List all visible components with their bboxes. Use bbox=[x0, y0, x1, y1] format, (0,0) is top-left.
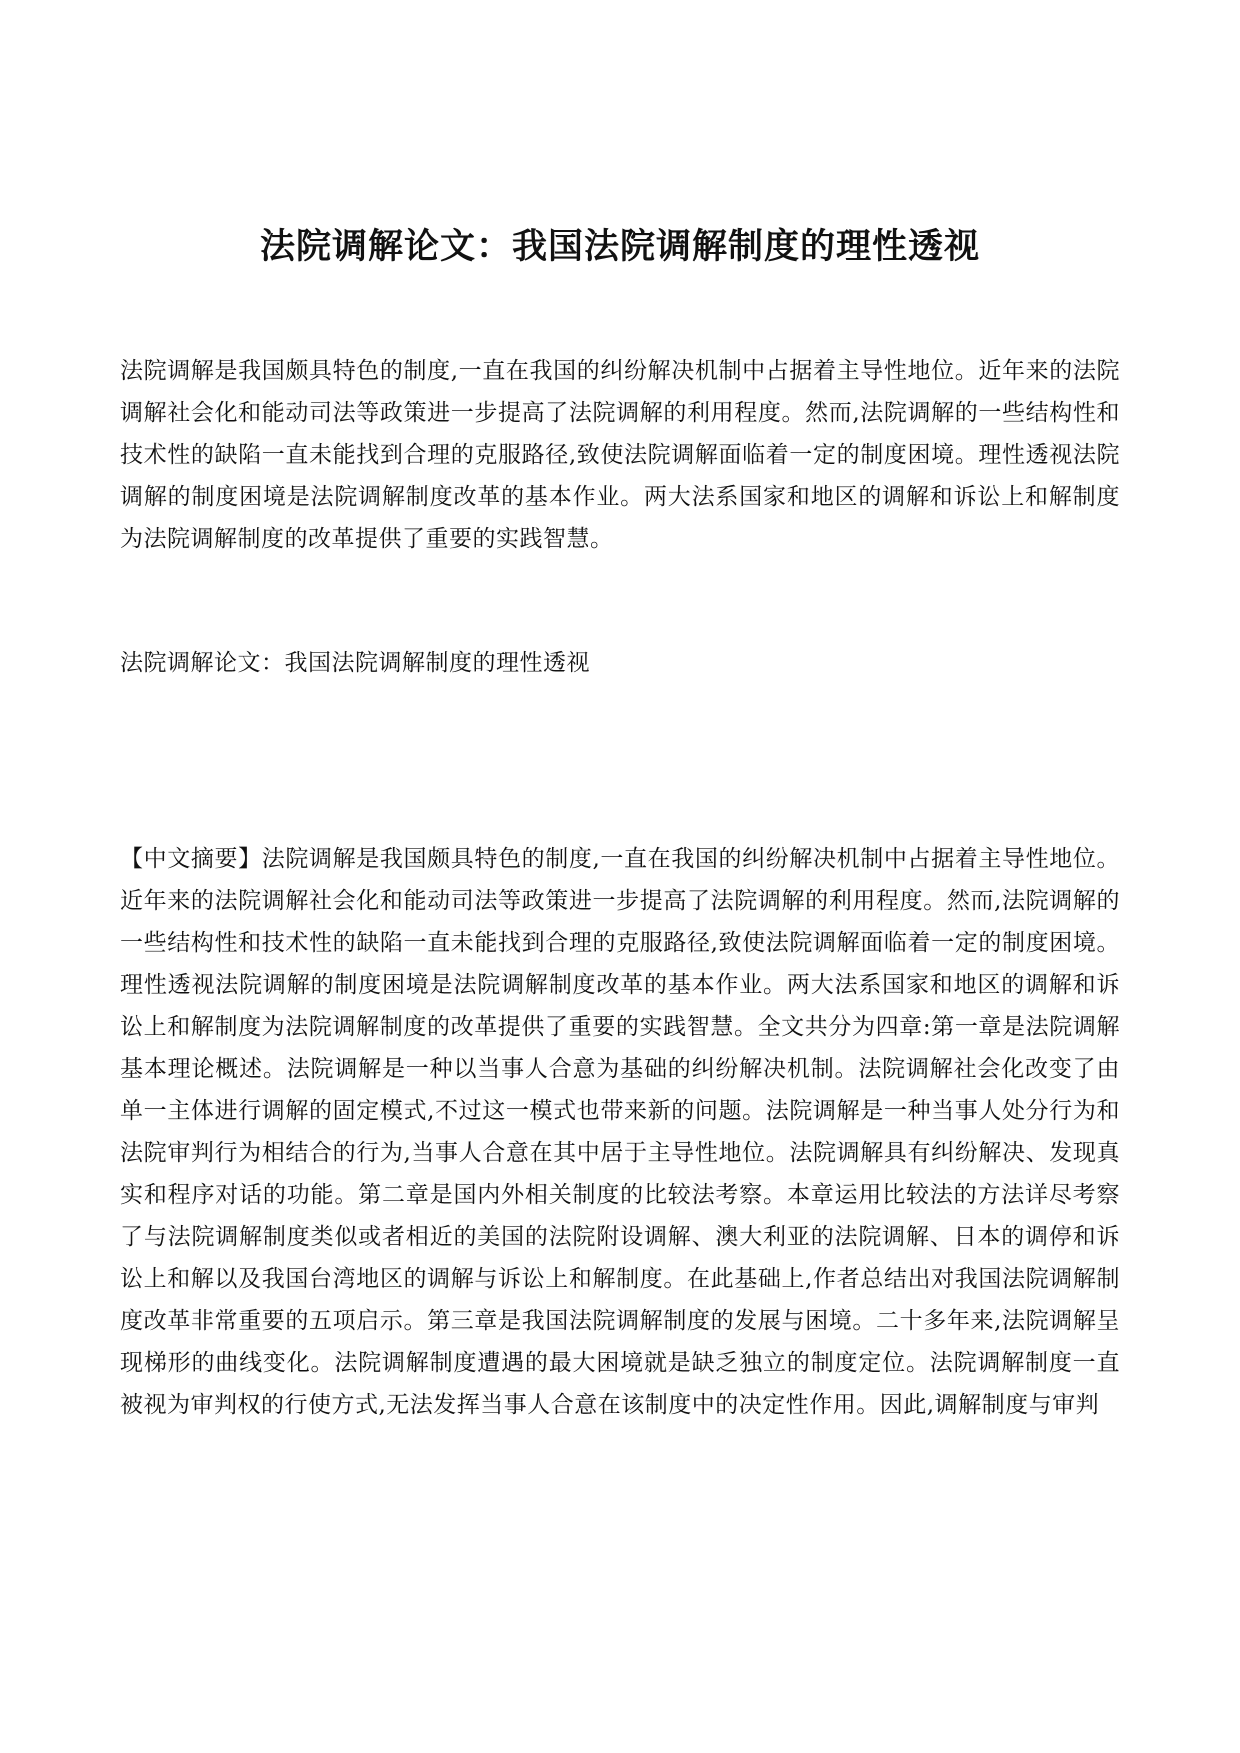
abstract-paragraph bbox=[120, 838, 1120, 1426]
document-title: 法院调解论文：我国法院调解制度的理性透视 bbox=[259, 226, 980, 267]
abstract-text: 法院调解是我国颇具特色的制度,一直在我国的纠纷解决机制中占据着主导性地位。近年来的法院调解社会化和能动司法等政策进一步提高了法院调解的利用程度。然而,法院调解的一些结构性和技术性的缺陷一直未能找到合理的克服路径,致使法院调解面临着一定的制度困境。理性透视法院调解的制度困境是法院调解制度改革的基本作业。两大法系国家和地区的调解和诉讼上和解制度为法院调解制度的改革提供了重要的实践智慧。全文共分为四章:第一章是法院调解基本理论概述。法院调解是一种以当事人合意为基础的纠纷解决机制。法院调解社会化改变了由单一主体进行调解的固定模式,不过这一模式也带来新的问题。法院调解是一种当事人处分行为和法院审判行为相结合的行为,当事人合意在其中居于主导性地位。法院调解具有纠纷解决、发现真实和程序对话的功能。第二章是国内外相关制度的比较法考察。本章运用比较法的方法详尽考察了与法院调解制度类似或者相近的美国的法院附设调解、澳大利亚的法院调解、日本的调停和诉讼上和解以及我国台湾地区的调解与诉讼上和解制度。在此基础上,作者总结出对我国法院调解制度改革非常重要的五项启示。第三章是我国法院调解制度的发展与困境。二十多年来,法院调解呈现梯形的曲线变化。法院调解制度遭遇的最大困境就是缺乏独立的制度定位。法院调解制度一直被视为审判权的行使方式,无法发挥当事人合意在该制度中的决定性作用。因此,调解制度与审判 bbox=[120, 846, 1121, 1418]
subtitle-line: 法院调解论文：我国法院调解制度的理性透视 bbox=[120, 650, 590, 676]
intro-paragraph: 法院调解是我国颇具特色的制度,一直在我国的纠纷解决机制中占据着主导性地位。近年来的法院调解社会化和能动司法等政策进一步提高了法院调解的利用程度。然而,法院调解的一些结构性和技术性的缺陷一直未能找到合理的克服路径,致使法院调解面临着一定的制度困境。理性透视法院调解的制度困境是法院调解制度改革的基本作业。两大法系国家和地区的调解和诉讼上和解制度为法院调解制度的改革提供了重要的实践智慧。 bbox=[120, 358, 1120, 552]
abstract-label: 【中文摘要】 bbox=[120, 846, 262, 872]
